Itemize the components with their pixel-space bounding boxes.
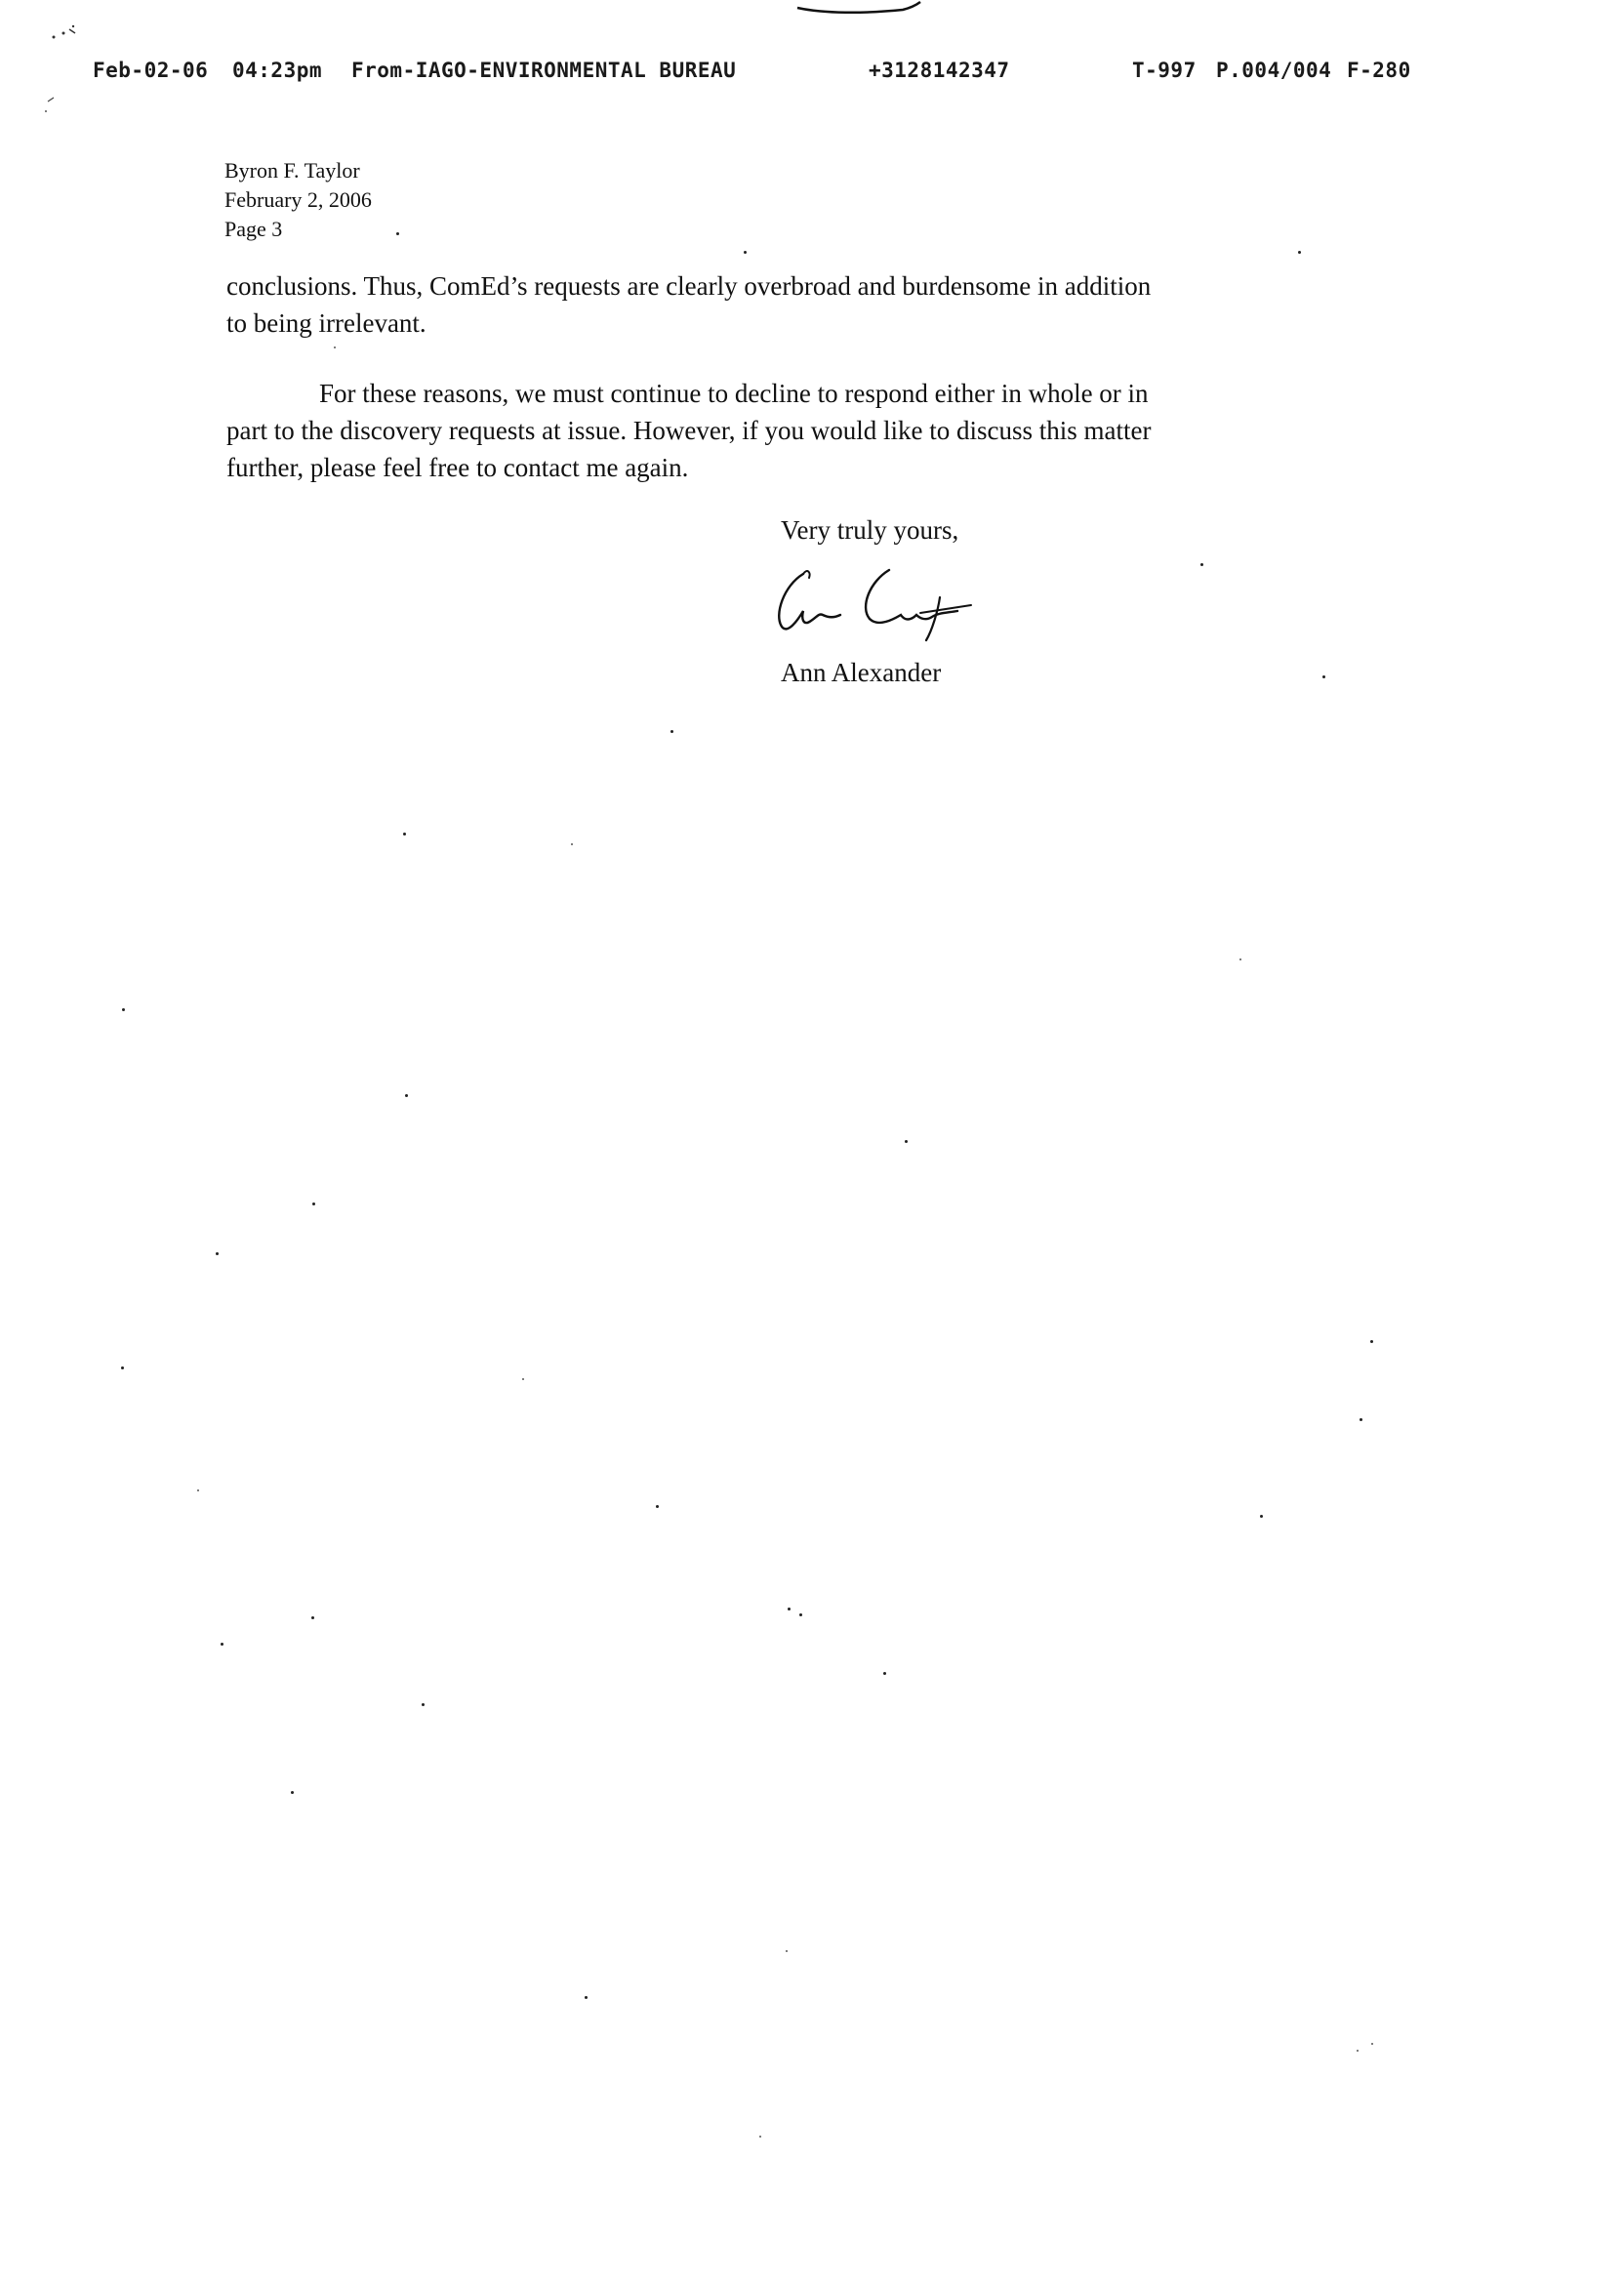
letter-date: February 2, 2006 — [224, 187, 372, 212]
letter-header-block — [224, 156, 372, 244]
scan-speck — [1360, 1418, 1362, 1421]
paragraph-line: For these reasons, we must continue to decline to respond either in whole or in — [319, 379, 1149, 408]
scan-speck — [744, 251, 747, 254]
scan-speck — [786, 1950, 788, 1952]
scan-speck — [656, 1505, 659, 1508]
scan-speck — [1239, 958, 1241, 960]
paragraph-1 — [226, 267, 1320, 342]
recipient-name: Byron F. Taylor — [224, 158, 360, 183]
scan-speck — [221, 1643, 223, 1646]
page-number: Page 3 — [224, 217, 283, 241]
scan-speck — [905, 1140, 908, 1143]
scan-speck — [788, 1608, 791, 1610]
paragraph-line: to being irrelevant. — [226, 308, 426, 338]
scan-speck — [1200, 563, 1203, 566]
fax-id: F-280 — [1347, 59, 1411, 82]
scan-speck — [311, 1616, 314, 1619]
fax-page-count: P.004/004 — [1216, 59, 1332, 82]
scan-speck — [405, 1094, 408, 1097]
scan-speck — [403, 833, 406, 835]
valediction: Very truly yours, — [781, 515, 959, 545]
fax-header — [0, 59, 1624, 88]
handwritten-signature — [764, 556, 998, 654]
scan-speck — [883, 1672, 886, 1675]
scan-speck — [122, 1008, 125, 1011]
fax-phone: +3128142347 — [869, 59, 1010, 82]
top-scribble-mark — [795, 0, 922, 20]
scan-speck — [396, 232, 399, 235]
fax-transaction-number: T-997 — [1132, 59, 1197, 82]
scan-speck — [1322, 675, 1325, 678]
scan-speck — [522, 1378, 524, 1380]
signer-name: Ann Alexander — [781, 658, 942, 687]
scan-speck — [216, 1252, 219, 1255]
scan-speck — [334, 346, 336, 348]
scan-speck — [121, 1366, 124, 1369]
fax-time: 04:23pm — [232, 59, 323, 82]
scan-speck — [197, 1489, 199, 1491]
scan-speck — [291, 1791, 294, 1794]
scan-speck — [1371, 2043, 1373, 2045]
scan-speck — [571, 843, 573, 845]
paragraph-2 — [226, 375, 1320, 486]
scan-speck — [422, 1703, 425, 1706]
scan-speck — [585, 1996, 588, 1999]
paragraph-line: part to the discovery requests at issue. However, if you would like to discuss this matter — [226, 416, 1152, 445]
scan-speck — [799, 1613, 802, 1616]
paragraph-line: conclusions. Thus, ComEd’s requests are clearly overbroad and burdensome in addition — [226, 271, 1152, 301]
scan-speck — [759, 2136, 761, 2138]
scan-speck — [670, 730, 673, 733]
scan-speck — [1357, 2050, 1359, 2052]
scan-speck — [312, 1202, 315, 1205]
scan-speck — [1298, 251, 1301, 254]
scan-speck — [1260, 1515, 1263, 1518]
scan-speck — [1370, 1340, 1373, 1343]
fax-date: Feb-02-06 — [93, 59, 209, 82]
fax-sender: From-IAGO-ENVIRONMENTAL BUREAU — [351, 59, 737, 82]
paragraph-line: further, please feel free to contact me again. — [226, 453, 689, 482]
